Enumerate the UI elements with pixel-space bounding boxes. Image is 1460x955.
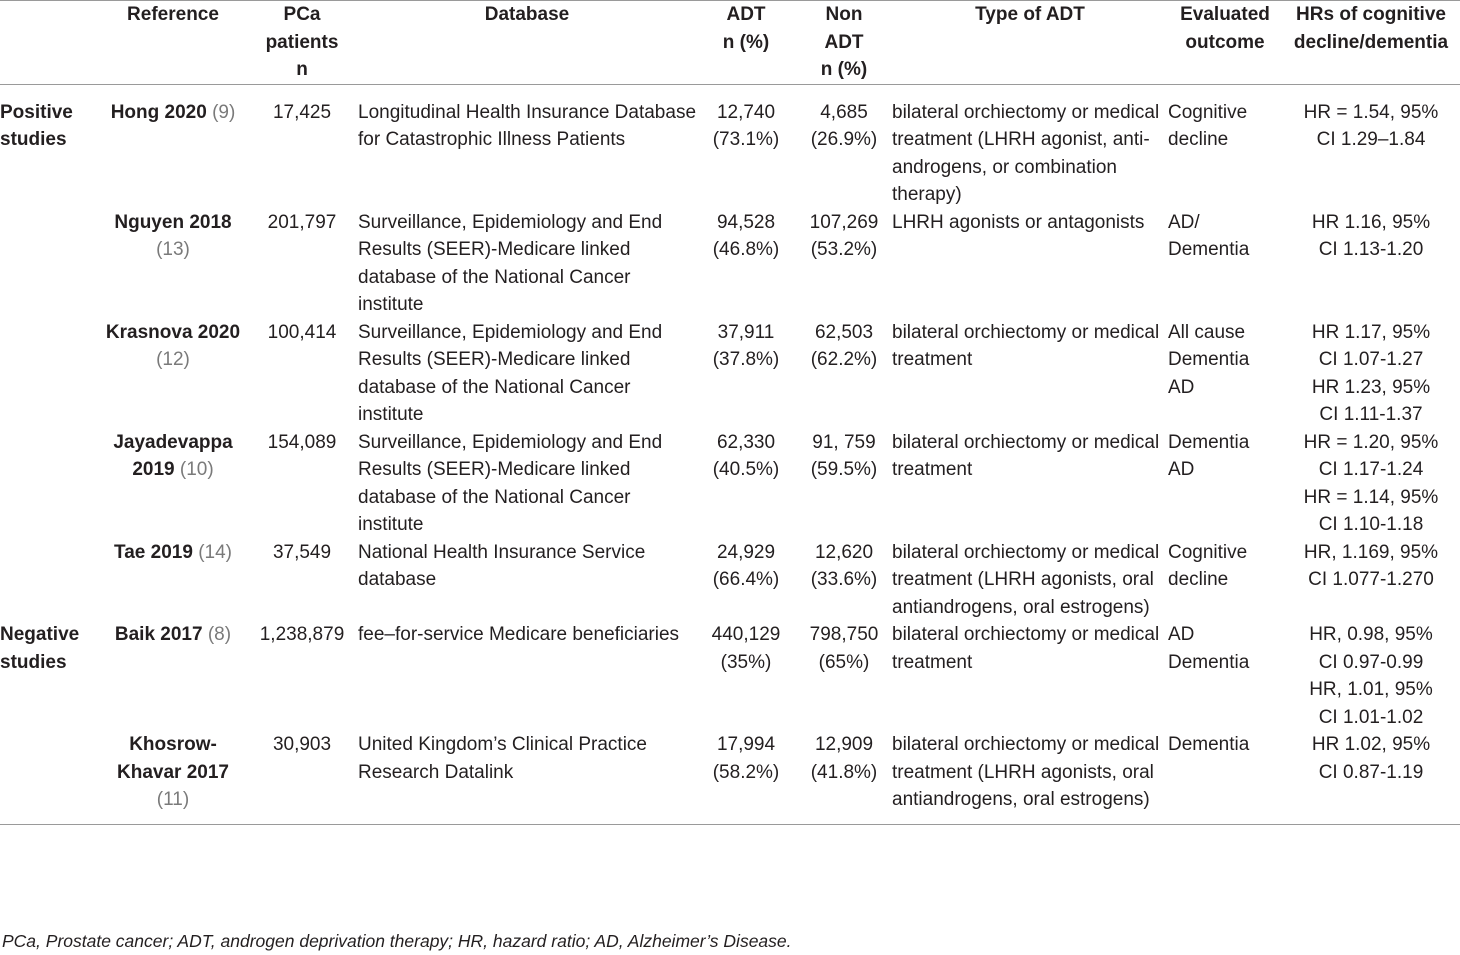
non-adt-cell: 62,503 (62.2%) <box>810 321 878 370</box>
citation-link[interactable]: (10) <box>179 459 214 480</box>
adt-cell: 440,129 (35%) <box>711 624 781 673</box>
reference-cell: Jayadevappa 2019 (10) <box>113 431 233 480</box>
reference-cell: Tae 2019 (14) <box>114 541 232 563</box>
non-adt-cell: 4,685 (26.9%) <box>810 101 878 150</box>
pca-cell: 17,425 <box>272 101 332 123</box>
header-hrs: HRs of cognitive decline/dementia <box>1293 4 1449 53</box>
pca-cell: 37,549 <box>272 541 332 563</box>
table-row <box>0 731 1460 824</box>
database-cell: United Kingdom’s Clinical Practice Research Datalink <box>358 734 647 783</box>
type-cell: bilateral orchiectomy or medical treatment (LHRH agonist, anti-androgens, or combination therapy) <box>892 101 1160 205</box>
database-cell: National Health Insurance Service database <box>358 541 646 590</box>
adt-cell: 94,528 (46.8%) <box>712 211 780 260</box>
header-adt: ADT n (%) <box>722 4 770 53</box>
hr-cell: HR, 0.98, 95% CI 0.97-0.99 HR, 1.01, 95% CI 1.01-1.02 <box>1309 624 1433 728</box>
table-row <box>0 209 1460 319</box>
header-database: Database <box>484 4 570 25</box>
type-cell: bilateral orchiectomy or medical treatment <box>892 321 1160 370</box>
type-cell: bilateral orchiectomy or medical treatment <box>892 431 1160 480</box>
non-adt-cell: 12,909 (41.8%) <box>810 734 878 783</box>
table-row <box>0 539 1460 622</box>
database-cell: Surveillance, Epidemiology and End Results (SEER)-Medicare linked database of the National Cancer institute <box>358 211 663 315</box>
table-row <box>0 319 1460 429</box>
non-adt-cell: 12,620 (33.6%) <box>810 541 878 590</box>
header-type-of-adt: Type of ADT <box>975 4 1085 25</box>
citation-link[interactable]: (8) <box>207 624 232 645</box>
hr-cell: HR 1.16, 95% CI 1.13-1.20 <box>1311 211 1431 260</box>
header-group <box>0 1 100 85</box>
type-cell: bilateral orchiectomy or medical treatment <box>892 624 1160 673</box>
citation-link[interactable]: (12) <box>156 349 190 370</box>
header-evaluated-outcome: Evaluated outcome <box>1180 4 1270 53</box>
outcome-cell: Cognitive decline <box>1168 541 1248 590</box>
group-label-negative: Negative studies <box>0 624 80 673</box>
reference-cell: Nguyen 2018 (13) <box>114 211 232 260</box>
hr-cell: HR = 1.20, 95% CI 1.17-1.24 HR = 1.14, 95% CI 1.10-1.18 <box>1303 431 1439 535</box>
outcome-cell: Cognitive decline <box>1168 101 1248 150</box>
outcome-cell: AD/ Dementia <box>1168 211 1250 260</box>
database-cell: Surveillance, Epidemiology and End Results (SEER)-Medicare linked database of the National Cancer institute <box>358 321 663 425</box>
table-row <box>0 621 1460 731</box>
non-adt-cell: 91, 759 (59.5%) <box>810 431 878 480</box>
reference-cell: Krasnova 2020 (12) <box>105 321 241 370</box>
header-row <box>0 1 1460 85</box>
non-adt-cell: 107,269 (53.2%) <box>809 211 879 260</box>
table-row <box>0 429 1460 539</box>
outcome-cell: AD Dementia <box>1168 624 1250 673</box>
type-cell: LHRH agonists or antagonists <box>892 211 1145 233</box>
hr-cell: HR = 1.54, 95% CI 1.29–1.84 <box>1303 101 1439 150</box>
adt-cell: 37,911 (37.8%) <box>712 321 780 370</box>
pca-cell: 154,089 <box>267 431 337 453</box>
pca-cell: 100,414 <box>267 321 337 343</box>
group-label-positive: Positive studies <box>0 101 73 150</box>
header-pca-patients: PCa patients n <box>265 4 339 80</box>
pca-cell: 1,238,879 <box>259 624 345 645</box>
adt-cell: 12,740 (73.1%) <box>712 101 780 150</box>
type-cell: bilateral orchiectomy or medical treatment (LHRH agonists, oral antiandrogens, oral estrogens) <box>892 541 1160 618</box>
pca-cell: 201,797 <box>267 211 337 233</box>
database-cell: Surveillance, Epidemiology and End Results (SEER)-Medicare linked database of the National Cancer institute <box>358 431 663 535</box>
citation-link[interactable]: (9) <box>212 101 236 123</box>
hr-cell: HR 1.02, 95% CI 0.87-1.19 <box>1311 734 1431 783</box>
database-cell: fee–for-service Medicare beneficiaries <box>358 624 680 645</box>
header-non-adt: Non ADT n (%) <box>820 4 868 80</box>
table-row <box>0 84 1460 209</box>
citation-link[interactable]: (11) <box>156 789 190 810</box>
outcome-cell: Dementia AD <box>1168 431 1250 480</box>
citation-link[interactable]: (14) <box>198 541 232 563</box>
header-reference: Reference <box>127 4 219 25</box>
pca-cell: 30,903 <box>272 734 332 755</box>
type-cell: bilateral orchiectomy or medical treatment (LHRH agonists, oral antiandrogens, oral estrogens) <box>892 734 1160 810</box>
table-footnote: PCa, Prostate cancer; ADT, androgen deprivation therapy; HR, hazard ratio; AD, Alzheimer’s Disease. <box>2 931 792 951</box>
reference-cell: Hong 2020 (9) <box>110 101 236 123</box>
citation-link[interactable]: (13) <box>156 239 190 260</box>
reference-cell: Khosrow-Khavar 2017 (11) <box>117 734 229 810</box>
adt-cell: 62,330 (40.5%) <box>712 431 780 480</box>
adt-cell: 24,929 (66.4%) <box>712 541 780 590</box>
outcome-cell: Dementia <box>1168 734 1250 755</box>
database-cell: Longitudinal Health Insurance Database for Catastrophic Illness Patients <box>358 101 697 150</box>
hr-cell: HR, 1.169, 95% CI 1.077-1.270 <box>1303 541 1439 590</box>
hr-cell: HR 1.17, 95% CI 1.07-1.27 HR 1.23, 95% CI 1.11-1.37 <box>1311 321 1431 425</box>
adt-cell: 17,994 (58.2%) <box>712 734 780 783</box>
outcome-cell: All cause Dementia AD <box>1168 321 1250 398</box>
non-adt-cell: 798,750 (65%) <box>809 624 879 673</box>
reference-cell: Baik 2017 (8) <box>114 624 232 645</box>
